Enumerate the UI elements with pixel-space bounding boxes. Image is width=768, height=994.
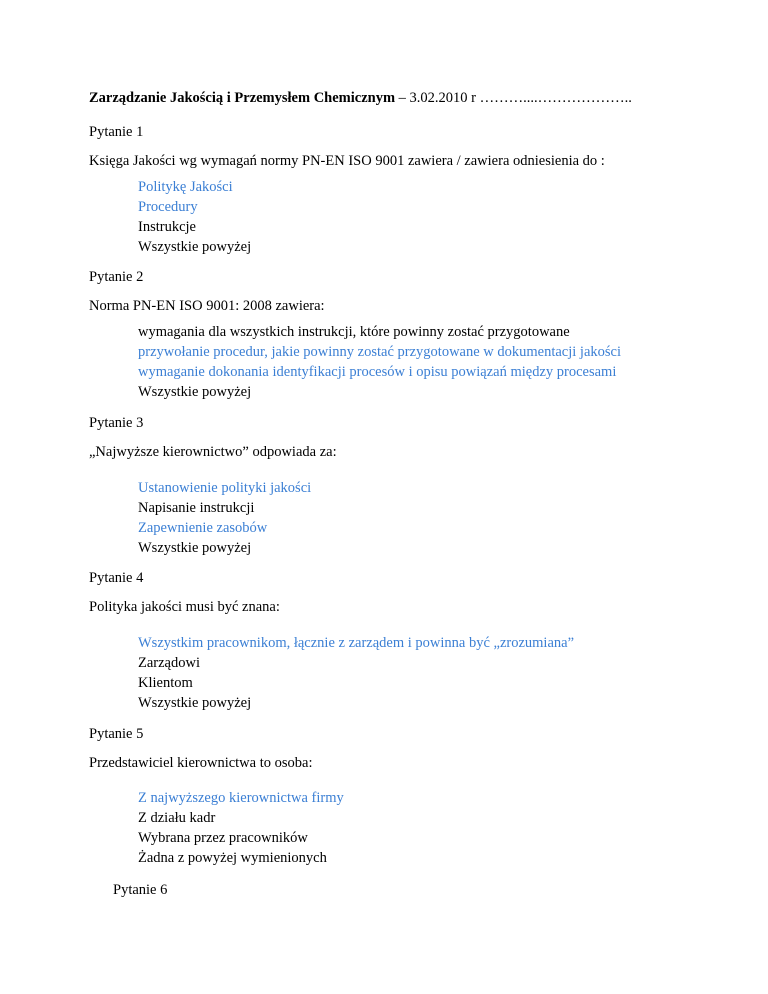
question-label-6: Pytanie 6: [113, 882, 168, 898]
answer-item: Napisanie instrukcji: [138, 500, 255, 516]
answer-item: Wybrana przez pracowników: [138, 830, 308, 846]
answer-item: Klientom: [138, 675, 193, 691]
question-label-4: Pytanie 4: [89, 570, 144, 586]
title-rest: – 3.02.2010 r ………....………………..: [395, 90, 632, 106]
answer-item: Wszystkie powyżej: [138, 239, 252, 255]
question-label-1: Pytanie 1: [89, 124, 144, 140]
answer-item: Instrukcje: [138, 219, 196, 235]
answer-item: Wszystkim pracownikom, łącznie z zarządem i powinna być „zrozumiana”: [138, 635, 575, 651]
answer-list-1: [138, 177, 251, 257]
question-text-2: Norma PN-EN ISO 9001: 2008 zawiera:: [89, 298, 325, 314]
answer-item: Z najwyższego kierownictwa firmy: [138, 790, 344, 806]
answer-item: Ustanowienie polityki jakości: [138, 480, 312, 496]
answer-item: Wszystkie powyżej: [138, 540, 252, 556]
question-label-3: Pytanie 3: [89, 415, 144, 431]
answer-item: Zarządowi: [138, 655, 200, 671]
answer-item: Zapewnienie zasobów: [138, 520, 268, 536]
answer-item: Żadna z powyżej wymienionych: [138, 850, 327, 866]
answer-item: wymagania dla wszystkich instrukcji, które powinny zostać przygotowane: [138, 324, 570, 340]
question-text-5: Przedstawiciel kierownictwa to osoba:: [89, 755, 313, 771]
answer-item: wymaganie dokonania identyfikacji procesów i opisu powiązań między procesami: [138, 364, 617, 380]
answer-list-2: [138, 322, 621, 402]
answer-item: Politykę Jakości: [138, 179, 233, 195]
answer-item: Procedury: [138, 199, 198, 215]
question-label-5: Pytanie 5: [89, 726, 144, 742]
answer-list-4: [138, 633, 574, 713]
question-text-1: Księga Jakości wg wymagań normy PN-EN ISO 9001 zawiera / zawiera odniesienia do :: [89, 153, 605, 169]
question-text-3: „Najwyższe kierownictwo” odpowiada za:: [89, 444, 337, 460]
answer-item: przywołanie procedur, jakie powinny zostać przygotowane w dokumentacji jakości: [138, 344, 621, 360]
title-bold: Zarządzanie Jakością i Przemysłem Chemicznym: [89, 90, 396, 106]
question-label-2: Pytanie 2: [89, 269, 144, 285]
answer-item: Wszystkie powyżej: [138, 384, 252, 400]
answer-list-3: [138, 478, 311, 558]
answer-item: Z działu kadr: [138, 810, 216, 826]
document-title: [89, 88, 632, 108]
answer-list-5: [138, 788, 344, 868]
question-text-4: Polityka jakości musi być znana:: [89, 599, 280, 615]
answer-item: Wszystkie powyżej: [138, 695, 252, 711]
